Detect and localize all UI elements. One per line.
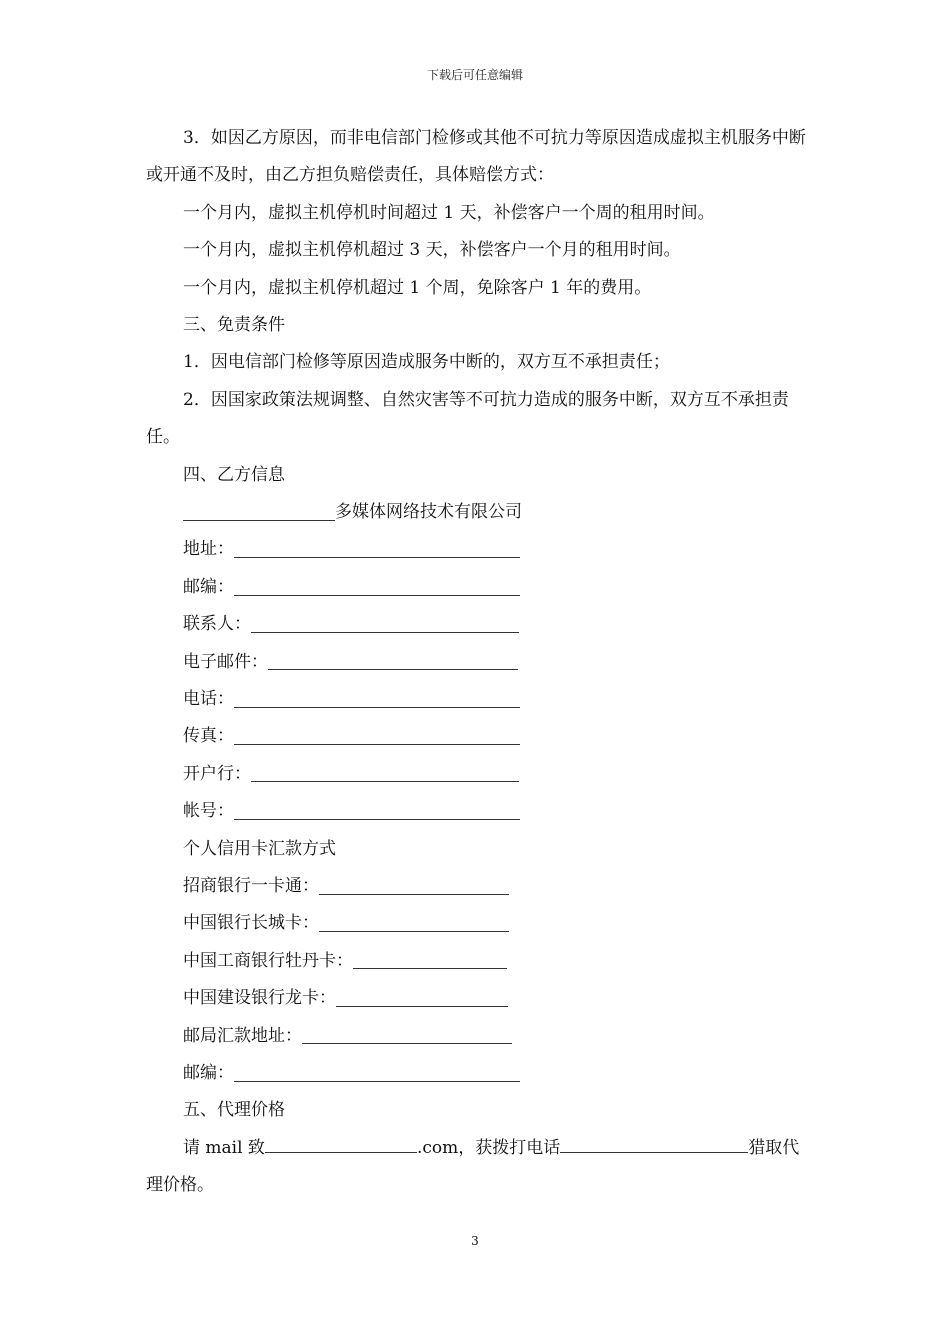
- cmb-label: 招商银行一卡通：: [183, 875, 319, 896]
- cmb-blank[interactable]: [319, 893, 509, 895]
- company-name-suffix: 多媒体网络技术有限公司: [335, 502, 522, 523]
- section-heading-party-b: 四、乙方信息: [183, 464, 285, 485]
- phone-number-blank[interactable]: [560, 1138, 748, 1153]
- page-header: 下载后可任意编辑: [426, 68, 523, 82]
- boc-label: 中国银行长城卡：: [183, 913, 319, 934]
- fax-label: 传真：: [183, 726, 234, 747]
- paragraph-compensation: 3．如因乙方原因，而非电信部门检修或其他不可抗力等原因造成虚拟主机服务中断或开通不及时，由乙方担负赔偿责任，具体赔偿方式：: [146, 128, 806, 186]
- paragraph-exemption-1: 1．因电信部门检修等原因造成服务中断的，双方互不承担责任；: [183, 352, 670, 373]
- boc-row: [146, 905, 810, 942]
- contact-row: [146, 606, 810, 643]
- contact-label: 联系人：: [183, 614, 251, 635]
- phone-blank[interactable]: [234, 706, 520, 708]
- company-name-blank[interactable]: [183, 519, 335, 521]
- account-label: 帐号：: [183, 801, 234, 822]
- boc-blank[interactable]: [319, 930, 509, 932]
- bank-label: 开户行：: [183, 763, 251, 784]
- postcode2-blank[interactable]: [234, 1080, 520, 1082]
- postcode-blank[interactable]: [234, 594, 520, 596]
- email-label: 电子邮件：: [183, 651, 268, 672]
- pricing-text-a: 请 mail 致: [183, 1137, 265, 1158]
- paragraph-exemption-2: 2．因国家政策法规调整、自然灾害等不可抗力造成的服务中断，双方互不承担责任。: [146, 389, 789, 448]
- pricing-text-b: .com，获拨打电话: [416, 1137, 561, 1158]
- postcode-label: 邮编：: [183, 576, 234, 597]
- email-row: [146, 644, 810, 681]
- pricing-text-c: 猎取代理价格。: [146, 1137, 800, 1196]
- ccb-blank[interactable]: [336, 1005, 508, 1007]
- post-address-blank[interactable]: [302, 1042, 512, 1044]
- phone-row: [146, 681, 810, 718]
- paragraph-3days: 一个月内，虚拟主机停机超过 3 天，补偿客户一个月的租用时间。: [183, 240, 681, 261]
- paragraph-1day: 一个月内，虚拟主机停机时间超过 1 天，补偿客户一个周的租用时间。: [183, 202, 715, 223]
- address-blank[interactable]: [234, 556, 520, 558]
- company-name-row: [146, 494, 810, 531]
- document-body: [146, 120, 810, 1205]
- post-address-row: [146, 1018, 810, 1055]
- fax-blank[interactable]: [234, 743, 520, 745]
- icbc-row: [146, 943, 810, 980]
- ccb-row: [146, 980, 810, 1017]
- page-number: 3: [471, 1234, 479, 1248]
- cmb-row: [146, 868, 810, 905]
- bank-row: [146, 756, 810, 793]
- email-prefix-blank[interactable]: [265, 1138, 417, 1153]
- credit-card-heading: 个人信用卡汇款方式: [183, 838, 336, 859]
- postcode-row: [146, 569, 810, 606]
- bank-blank[interactable]: [251, 780, 519, 782]
- section-heading-exemption: 三、免责条件: [183, 315, 285, 336]
- icbc-blank[interactable]: [353, 967, 507, 969]
- ccb-label: 中国建设银行龙卡：: [183, 988, 336, 1009]
- icbc-label: 中国工商银行牡丹卡：: [183, 950, 353, 971]
- postcode2-row: [146, 1055, 810, 1092]
- fax-row: [146, 718, 810, 755]
- phone-label: 电话：: [183, 689, 234, 710]
- address-label: 地址：: [183, 539, 234, 560]
- account-row: [146, 793, 810, 830]
- paragraph-1week: 一个月内，虚拟主机停机超过 1 个周，免除客户 1 年的费用。: [183, 277, 652, 298]
- section-heading-pricing: 五、代理价格: [183, 1100, 285, 1121]
- paragraph-pricing: [146, 1130, 810, 1205]
- address-row: [146, 531, 810, 568]
- postcode2-label: 邮编：: [183, 1062, 234, 1083]
- contact-blank[interactable]: [251, 631, 519, 633]
- account-blank[interactable]: [234, 818, 520, 820]
- email-blank[interactable]: [268, 668, 518, 670]
- post-address-label: 邮局汇款地址：: [183, 1025, 302, 1046]
